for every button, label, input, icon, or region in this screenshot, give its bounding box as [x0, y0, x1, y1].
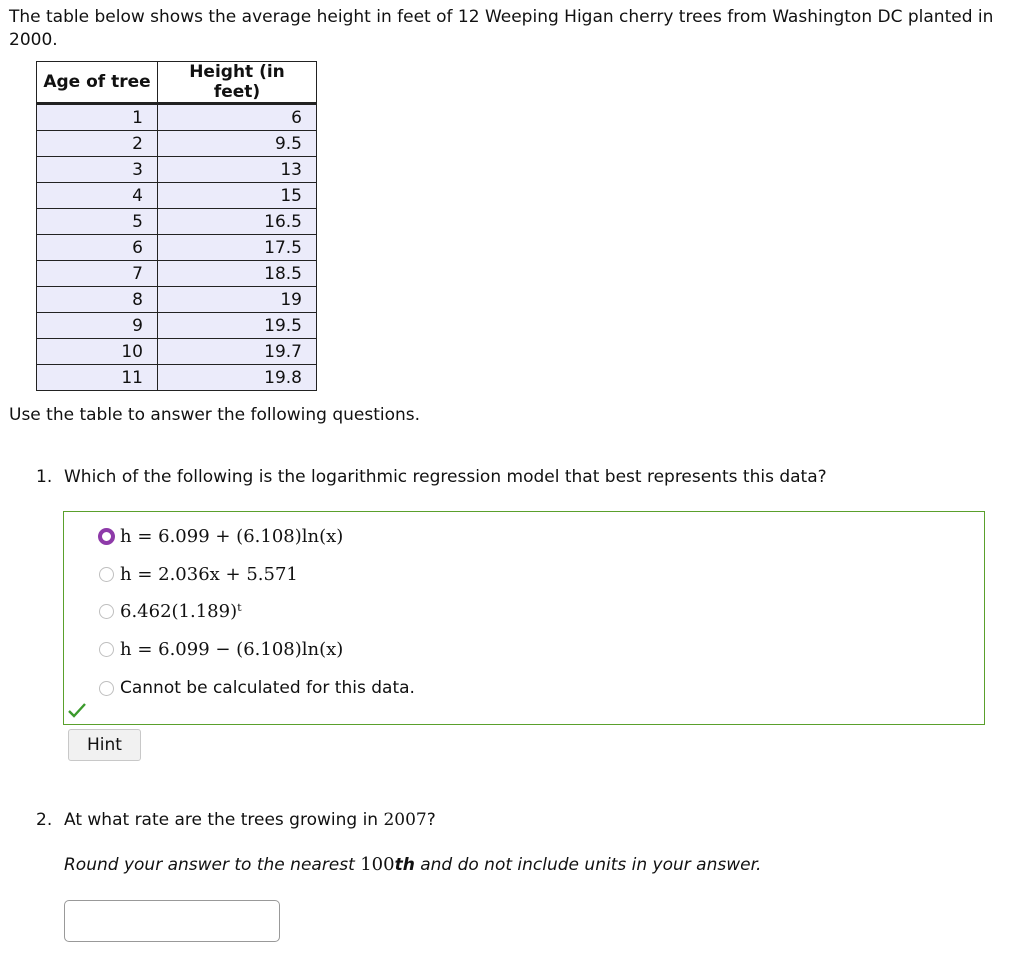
hint-button[interactable]: Hint	[68, 729, 141, 761]
question-number: 2.	[36, 810, 53, 830]
height-cell: 13	[158, 157, 317, 183]
option-log-minus[interactable]	[99, 639, 343, 660]
column-header-age: Age of tree	[37, 62, 158, 104]
option-label: h = 2.036x + 5.571	[120, 564, 298, 585]
option-log-plus[interactable]	[99, 526, 343, 547]
data-table	[36, 61, 317, 391]
height-cell: 16.5	[158, 209, 317, 235]
note-number: 100	[360, 854, 395, 875]
radio-icon[interactable]	[99, 604, 114, 619]
instructions-text: Use the table to answer the following questions.	[9, 405, 421, 425]
radio-icon[interactable]	[99, 642, 114, 657]
table-row	[37, 287, 317, 313]
age-cell: 2	[37, 131, 158, 157]
question-text: Which of the following is the logarithmic regression model that best represents this data?	[64, 467, 827, 487]
option-cannot-calculate[interactable]	[99, 678, 415, 698]
table-row	[37, 339, 317, 365]
radio-icon[interactable]	[99, 681, 114, 696]
answer-choices-box	[63, 511, 985, 725]
table-row	[37, 235, 317, 261]
radio-icon[interactable]	[99, 567, 114, 582]
age-cell: 4	[37, 183, 158, 209]
height-cell: 19.8	[158, 365, 317, 391]
option-linear[interactable]	[99, 564, 298, 585]
age-cell: 9	[37, 313, 158, 339]
intro-text: The table below shows the average height in feet of 12 Weeping Higan cherry trees from Washington DC planted in 2000.	[9, 7, 994, 50]
checkmark-icon	[67, 702, 87, 718]
table-row	[37, 209, 317, 235]
height-cell: 6	[158, 104, 317, 131]
table-body	[37, 104, 317, 391]
question-text: At what rate are the trees growing in	[64, 810, 384, 830]
height-cell: 18.5	[158, 261, 317, 287]
table-row	[37, 261, 317, 287]
age-cell: 6	[37, 235, 158, 261]
option-label: h = 6.099 + (6.108)ln(x)	[120, 526, 344, 547]
age-cell: 8	[37, 287, 158, 313]
question-text-end: ?	[426, 810, 436, 830]
option-label: h = 6.099 − (6.108)ln(x)	[120, 639, 344, 660]
height-cell: 15	[158, 183, 317, 209]
option-label: 6.462(1.189)ᵗ	[120, 601, 242, 622]
question-number: 1.	[36, 467, 53, 487]
table-row	[37, 365, 317, 391]
option-exponential[interactable]	[99, 601, 242, 622]
column-header-height: Height (in feet)	[158, 62, 317, 104]
option-label: Cannot be calculated for this data.	[120, 678, 415, 698]
table-row	[37, 157, 317, 183]
age-cell: 1	[37, 104, 158, 131]
table-row	[37, 131, 317, 157]
note-th: th	[394, 855, 415, 875]
answer-input[interactable]	[64, 900, 280, 942]
table-row	[37, 183, 317, 209]
radio-selected-icon[interactable]	[98, 528, 115, 545]
table-row	[37, 104, 317, 131]
age-cell: 7	[37, 261, 158, 287]
age-cell: 11	[37, 365, 158, 391]
height-cell: 19.5	[158, 313, 317, 339]
table-header-row	[37, 62, 317, 104]
note-text: Round your answer to the nearest	[64, 855, 361, 875]
note-text-end: and do not include units in your answer.	[414, 855, 762, 875]
height-cell: 19.7	[158, 339, 317, 365]
age-cell: 3	[37, 157, 158, 183]
height-cell: 19	[158, 287, 317, 313]
height-cell: 9.5	[158, 131, 317, 157]
height-cell: 17.5	[158, 235, 317, 261]
age-cell: 5	[37, 209, 158, 235]
question-year: 2007	[383, 810, 427, 830]
question-1	[36, 467, 827, 487]
rounding-instruction	[64, 854, 761, 875]
table-row	[37, 313, 317, 339]
age-cell: 10	[37, 339, 158, 365]
question-2	[36, 810, 436, 830]
